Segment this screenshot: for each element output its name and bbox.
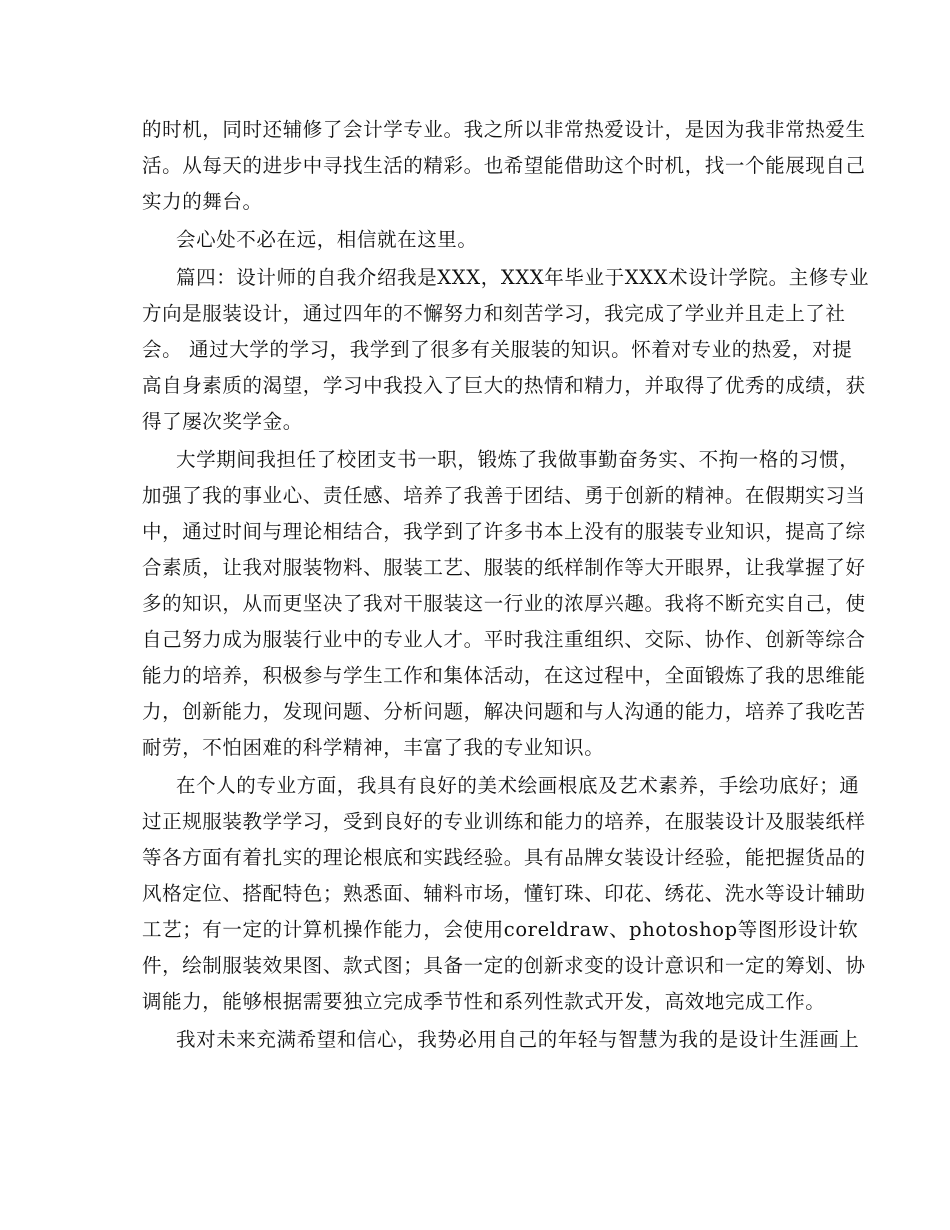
- text-line: 自己努力成为服装行业中的专业人才。平时我注重组织、交际、协作、创新等综合: [142, 628, 866, 651]
- section-heading-line: 篇四：设计师的自我介绍我是XXX，XXX年毕业于XXX术设计学院。主修专业: [176, 266, 870, 289]
- text-line: 能力的培养，积极参与学生工作和集体活动，在这过程中，全面锻炼了我的思维能: [142, 664, 866, 687]
- text-line: 工艺；有一定的计算机操作能力，会使用coreldraw、photoshop等图形设计软: [142, 918, 859, 941]
- text-line: 等各方面有着扎实的理论根底和实践经验。具有品牌女装设计经验，能把握货品的: [142, 846, 866, 869]
- text-line: 中，通过时间与理论相结合，我学到了许多书本上没有的服装专业知识，提高了综: [142, 520, 866, 543]
- text-line: 力，创新能力，发现问题、分析问题，解决问题和与人沟通的能力，培养了我吃苦: [142, 700, 866, 723]
- text-line: 大学期间我担任了校团支书一职，锻炼了我做事勤奋务实、不拘一格的习惯，: [176, 448, 860, 471]
- text-line: 的时机，同时还辅修了会计学专业。我之所以非常热爱设计，是因为我非常热爱生: [142, 118, 866, 141]
- text-line: 加强了我的事业心、责任感、培养了我善于团结、勇于创新的精神。在假期实习当: [142, 484, 866, 507]
- text-line: 活。从每天的进步中寻找生活的精彩。也希望能借助这个时机，找一个能展现自己: [142, 154, 866, 177]
- text-line: 调能力，能够根据需要独立完成季节性和系列性款式开发，高效地完成工作。: [142, 990, 826, 1013]
- text-line: 在个人的专业方面，我具有良好的美术绘画根底及艺术素养，手绘功底好；通: [176, 774, 860, 797]
- text-line: 高自身素质的渴望，学习中我投入了巨大的热情和精力，并取得了优秀的成绩，获: [142, 374, 866, 397]
- text-line: 风格定位、搭配特色；熟悉面、辅料市场，懂钉珠、印花、绣花、洗水等设计辅助: [142, 882, 866, 905]
- text-line: 我对未来充满希望和信心，我势必用自己的年轻与智慧为我的是设计生涯画上: [176, 1028, 860, 1051]
- text-line: 件，绘制服装效果图、款式图；具备一定的创新求变的设计意识和一定的筹划、协: [142, 954, 866, 977]
- text-line: 会。 通过大学的学习，我学到了很多有关服装的知识。怀着对专业的热爱，对提: [142, 338, 853, 361]
- text-line: 合素质，让我对服装物料、服装工艺、服装的纸样制作等大开眼界，让我掌握了好: [142, 556, 866, 579]
- text-line: 得了屡次奖学金。: [142, 410, 303, 433]
- text-line: 过正规服装教学学习，受到良好的专业训练和能力的培养，在服装设计及服装纸样: [142, 810, 866, 833]
- text-line: 实力的舞台。: [142, 190, 263, 213]
- text-line: 多的知识，从而更坚决了我对干服装这一行业的浓厚兴趣。我将不断充实自己，使: [142, 592, 866, 615]
- text-line: 耐劳，不怕困难的科学精神，丰富了我的专业知识。: [142, 736, 605, 759]
- text-line: 会心处不必在远，相信就在这里。: [176, 228, 478, 251]
- text-line: 方向是服装设计，通过四年的不懈努力和刻苦学习，我完成了学业并且走上了社: [142, 302, 846, 325]
